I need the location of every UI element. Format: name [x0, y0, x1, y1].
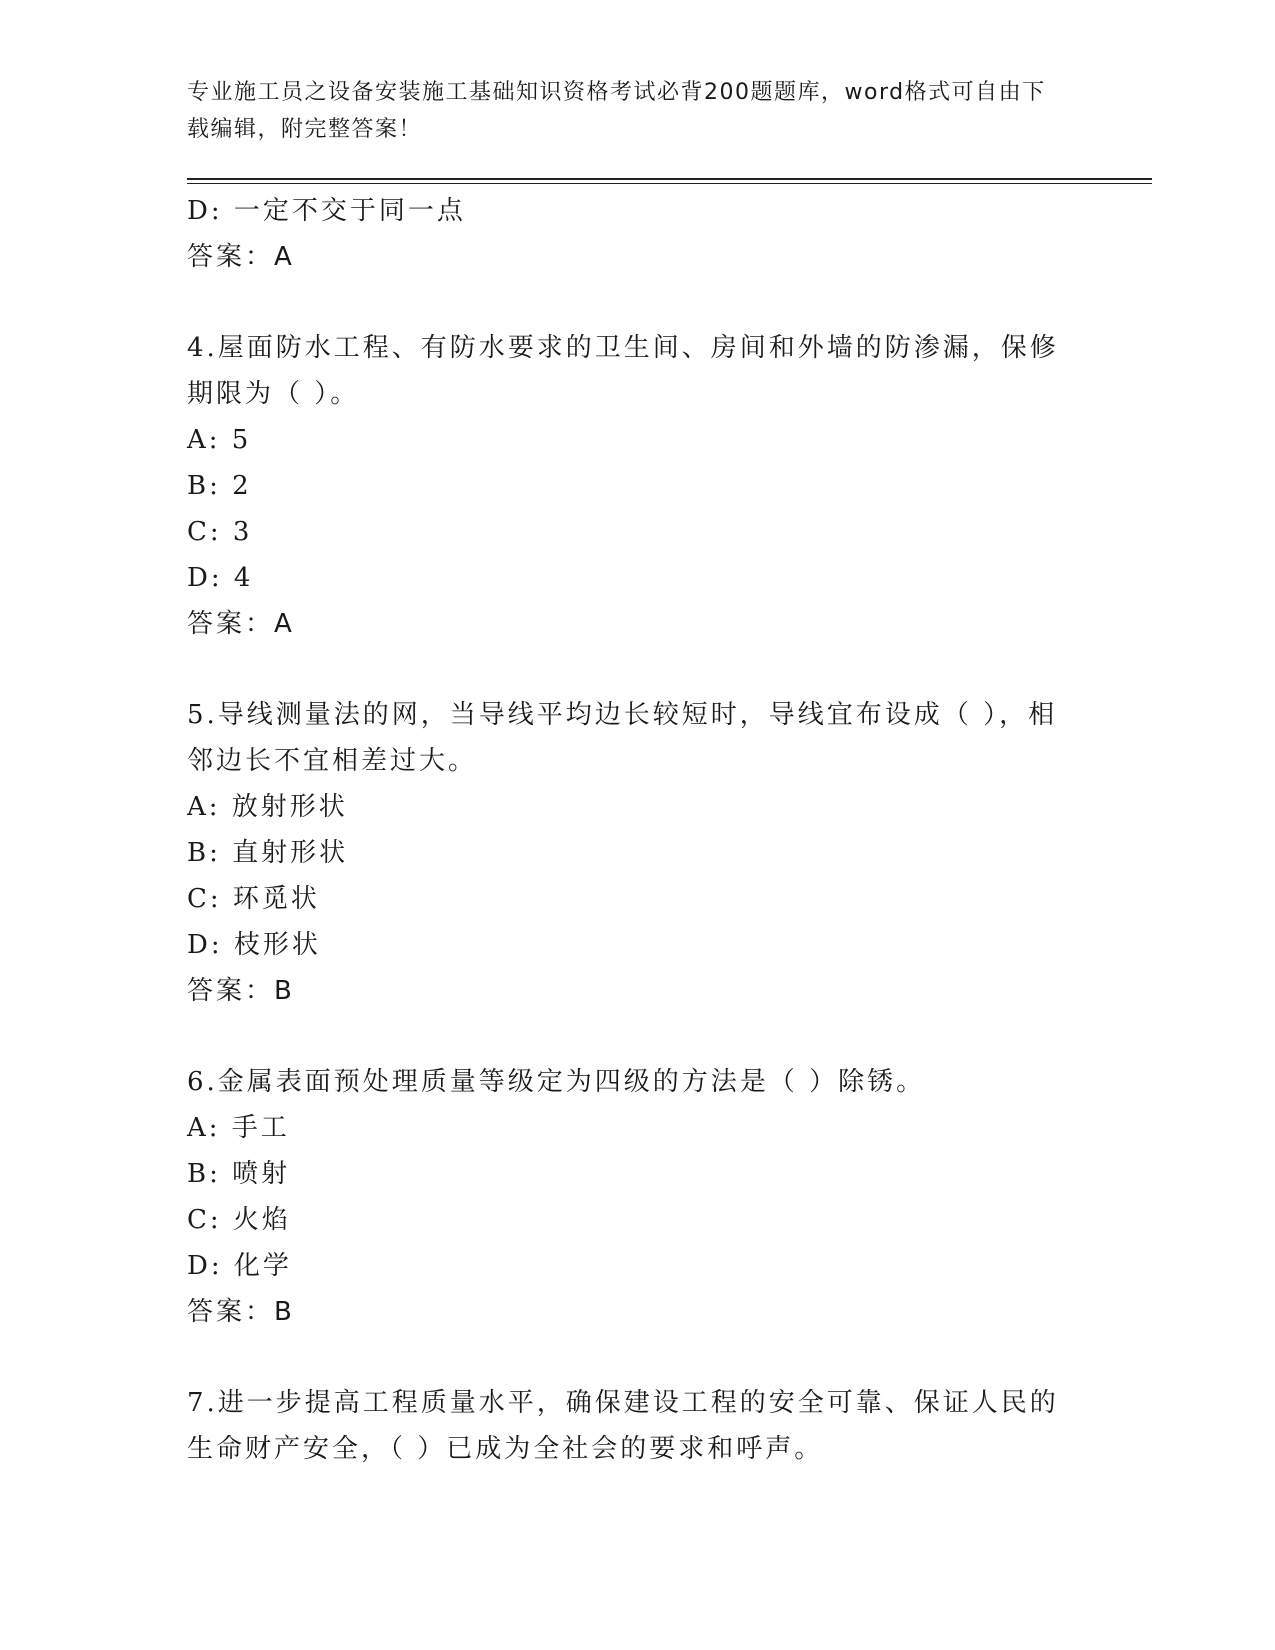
option-b: B: 直射形状 — [187, 838, 349, 868]
answer-line: 答案：A — [187, 609, 295, 639]
question-7 — [187, 1380, 1077, 1472]
question-stem: 生命财产安全，（ ）已成为全社会的要求和呼声。 — [187, 1434, 824, 1464]
option-c: C: 3 — [187, 517, 253, 547]
answer-line: 答案：B — [187, 976, 295, 1006]
question-stem: 6.金属表面预处理质量等级定为四级的方法是（ ）除锈。 — [187, 1067, 926, 1097]
option-b: B: 2 — [187, 471, 252, 501]
option-b: B: 喷射 — [187, 1159, 291, 1189]
option-d: D: 化学 — [187, 1251, 292, 1281]
question-fragment — [187, 188, 1077, 280]
option-d: D: 4 — [187, 563, 254, 593]
header-rule-thick — [187, 178, 1152, 180]
header-rule-thin — [187, 183, 1152, 184]
option-a: A: 手工 — [187, 1113, 290, 1143]
document-body — [187, 188, 1077, 1472]
option-a: A: 放射形状 — [187, 792, 348, 822]
option-c: C: 环觅状 — [187, 884, 320, 914]
question-5 — [187, 692, 1077, 1014]
option-d: D: 一定不交于同一点 — [187, 196, 466, 226]
answer-line: 答案：A — [187, 242, 295, 272]
question-stem: 4.屋面防水工程、有防水要求的卫生间、房间和外墙的防渗漏，保修 — [187, 333, 1059, 363]
document-header: 专业施工员之设备安装施工基础知识资格考试必背200题题库，word格式可自由下载编辑，附完整答案！ — [187, 80, 1046, 142]
answer-line: 答案：B — [187, 1297, 295, 1327]
question-stem: 5.导线测量法的网，当导线平均边长较短时，导线宜布设成（ ），相 — [187, 700, 1058, 730]
question-stem: 邻边长不宜相差过大。 — [187, 746, 478, 776]
option-c: C: 火焰 — [187, 1205, 291, 1235]
question-stem: 7.进一步提高工程质量水平，确保建设工程的安全可靠、保证人民的 — [187, 1388, 1059, 1418]
question-stem: 期限为（ ）。 — [187, 379, 360, 409]
question-6 — [187, 1059, 1077, 1335]
option-a: A: 5 — [187, 425, 252, 455]
question-4 — [187, 325, 1077, 647]
option-d: D: 枝形状 — [187, 930, 321, 960]
